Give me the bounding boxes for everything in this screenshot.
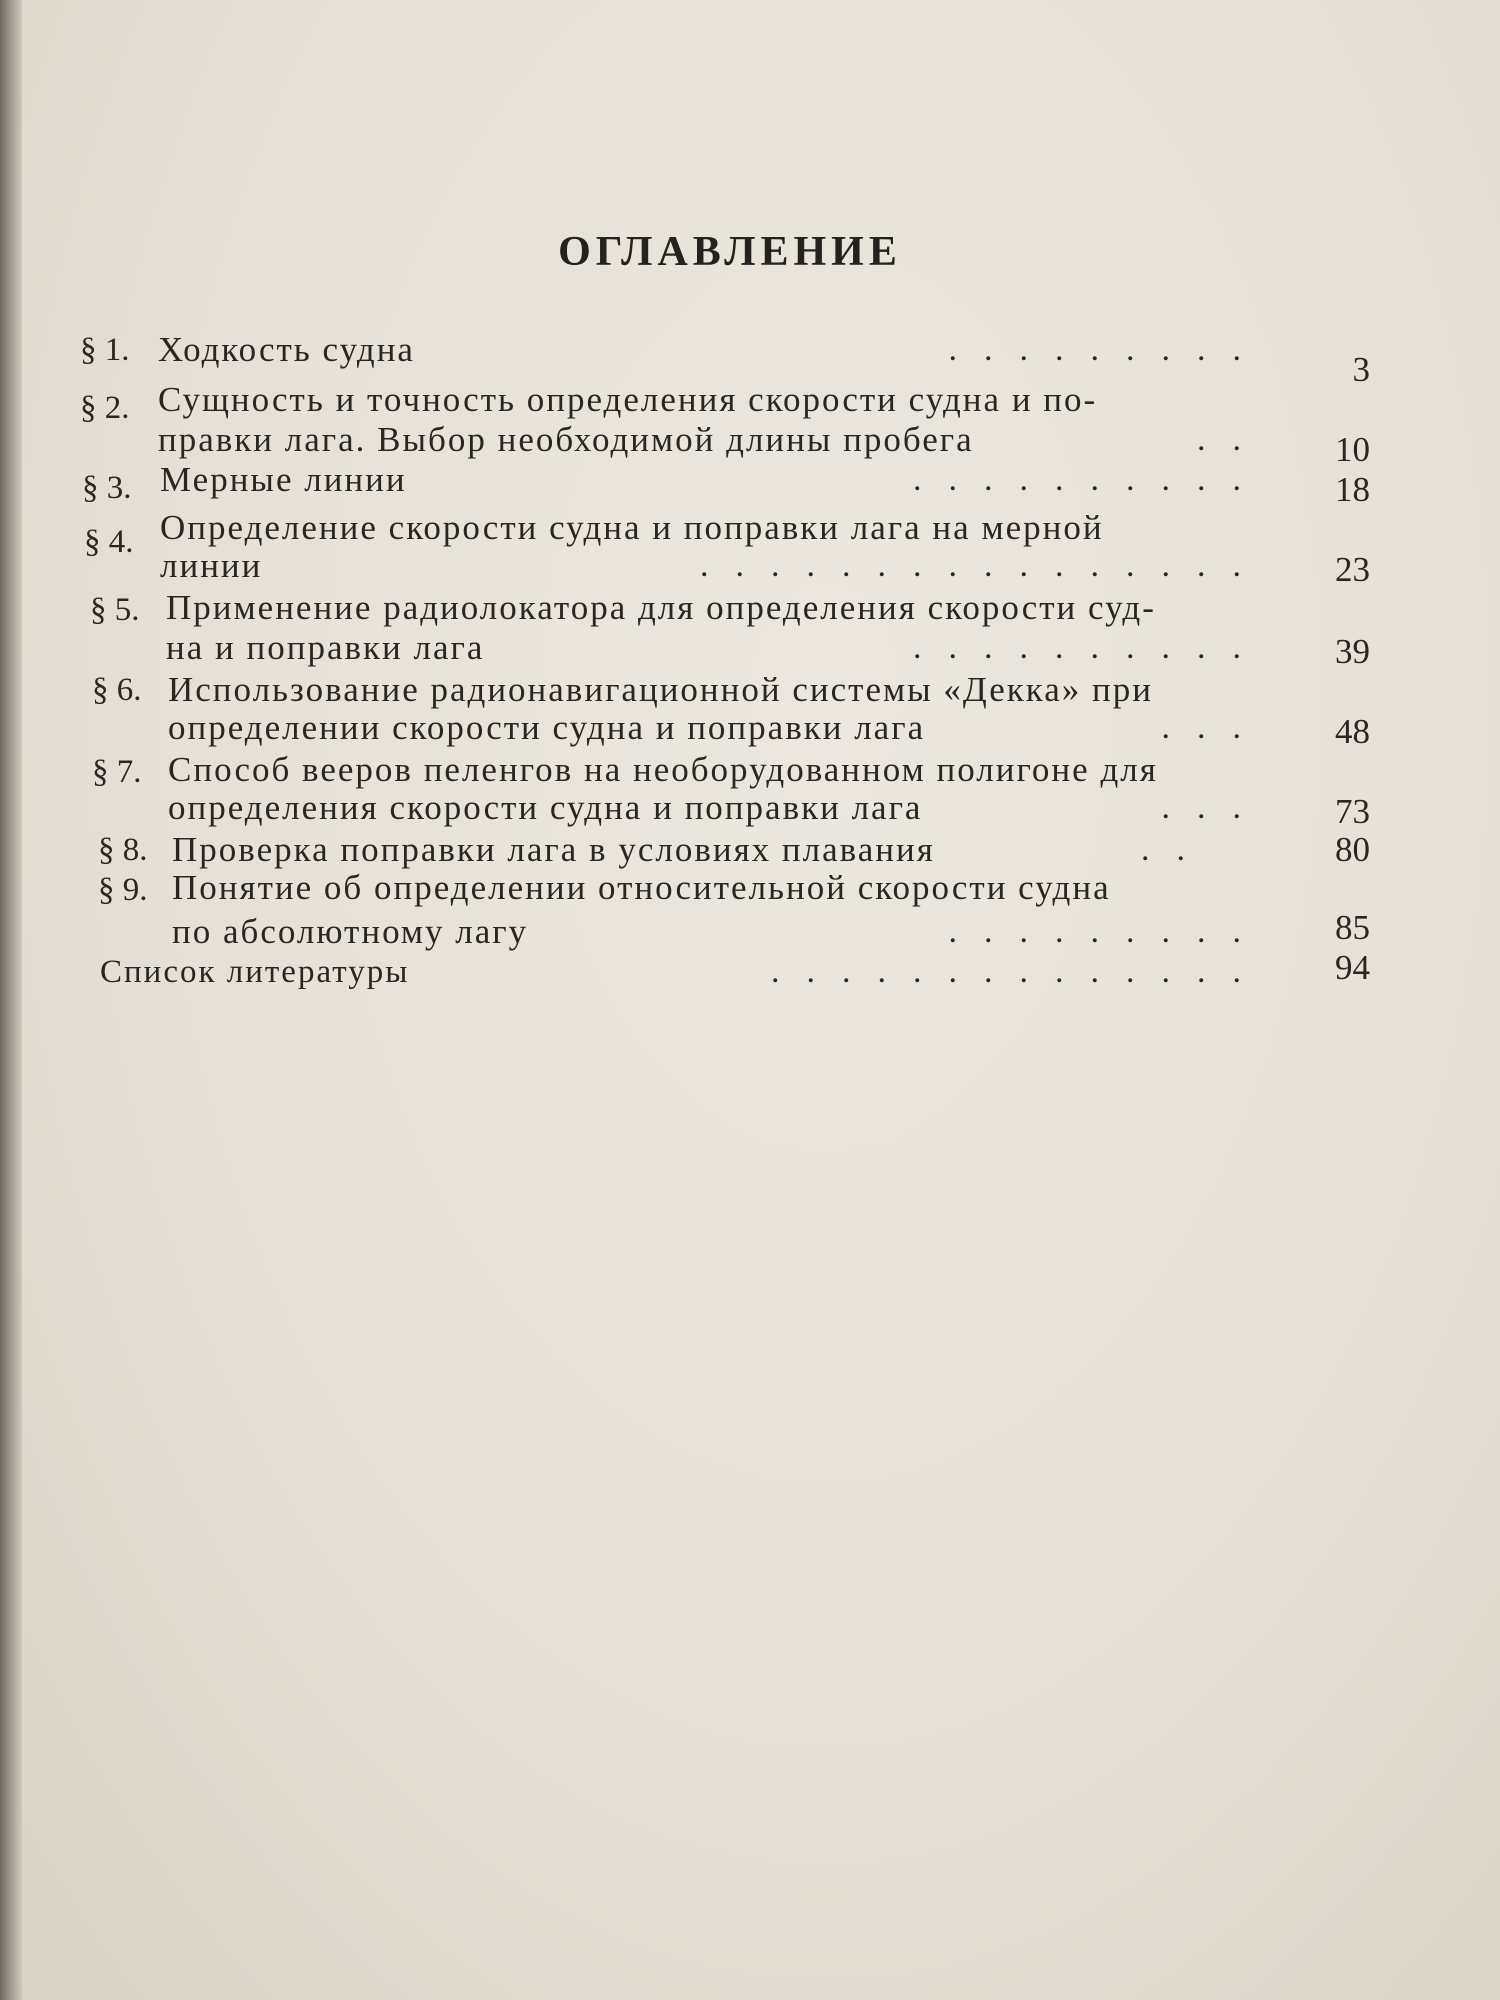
page-number: 23 (1335, 550, 1370, 589)
entry-title-line: Сущность и точность определения скорости судна и по- (158, 380, 1098, 419)
dot-leader: .............. (771, 953, 1268, 990)
entry-title-line: Понятие об определении относительной скорости судна (172, 868, 1111, 907)
entry-title-line: правки лага. Выбор необходимой длины пробега (158, 420, 974, 459)
page-number: 3 (1352, 350, 1370, 389)
dot-leader: ......... (948, 913, 1268, 950)
toc-entry-title (158, 330, 1268, 370)
entry-title-line: Проверка поправки лага в условиях плавания (172, 830, 935, 869)
toc-entry-title (168, 788, 1268, 828)
section-number: § 5. (90, 592, 140, 628)
dot-leader: ................ (700, 547, 1268, 584)
toc-entry-title (172, 830, 1212, 870)
entry-title-line: определения скорости судна и поправки лага (168, 788, 923, 827)
toc-entry-title (168, 750, 1268, 790)
entry-title-line: определении скорости судна и поправки лага (168, 708, 926, 747)
dot-leader: .. (1197, 421, 1268, 458)
section-number: § 2. (80, 390, 130, 426)
entry-title-line: Список литературы (100, 954, 410, 990)
page-number: 85 (1335, 908, 1370, 947)
entry-title-line: Определение скорости судна и поправки лага на мерной (160, 508, 1104, 547)
dot-leader: .......... (913, 461, 1268, 498)
section-number: § 6. (92, 672, 142, 708)
page-number: 10 (1335, 430, 1370, 469)
dot-leader: .. (1141, 831, 1212, 868)
section-number: § 7. (92, 754, 142, 790)
page-number: 48 (1335, 712, 1370, 751)
toc-entry-title (172, 868, 1268, 908)
toc-entry-title (158, 380, 1268, 420)
entry-title-line: на и поправки лага (166, 628, 485, 667)
toc-entry-title (166, 588, 1268, 628)
page-number: 18 (1335, 470, 1370, 509)
section-number: § 4. (84, 524, 134, 560)
toc-entry-title (166, 628, 1268, 668)
entry-title-line: по абсолютному лагу (172, 912, 529, 951)
toc-entry-title (172, 912, 1268, 952)
page-number: 94 (1335, 948, 1370, 987)
toc-entry-title (160, 460, 1268, 500)
dot-leader: ... (1161, 789, 1268, 826)
toc-entry-title (160, 508, 1268, 548)
dot-leader: ......... (948, 331, 1268, 368)
section-number: § 1. (80, 332, 130, 368)
entry-title-line: Ходкость судна (158, 330, 415, 369)
toc-entry-title (158, 420, 1268, 460)
entry-title-line: Использование радионавигационной системы «Декка» при (168, 670, 1153, 709)
entry-title-line: Применение радиолокатора для определения скорости суд- (166, 588, 1156, 627)
toc-entry-title (160, 546, 1268, 586)
toc-entry-title (100, 952, 1268, 992)
section-number: § 9. (98, 872, 148, 908)
entry-title-line: Мерные линии (160, 460, 407, 499)
section-number: § 3. (82, 470, 132, 506)
entry-title-line: Способ вееров пеленгов на необорудованном полигоне для (168, 750, 1158, 789)
page-number: 39 (1335, 632, 1370, 671)
section-number: § 8. (98, 832, 148, 868)
entry-title-line: линии (160, 546, 263, 585)
toc-entry-title (168, 708, 1268, 748)
page-number: 80 (1335, 830, 1370, 869)
dot-leader: ... (1161, 709, 1268, 746)
page-title: ОГЛАВЛЕНИЕ (558, 229, 902, 275)
toc-entry-title (168, 670, 1268, 710)
dot-leader: .......... (913, 629, 1268, 666)
page-number: 73 (1335, 792, 1370, 831)
